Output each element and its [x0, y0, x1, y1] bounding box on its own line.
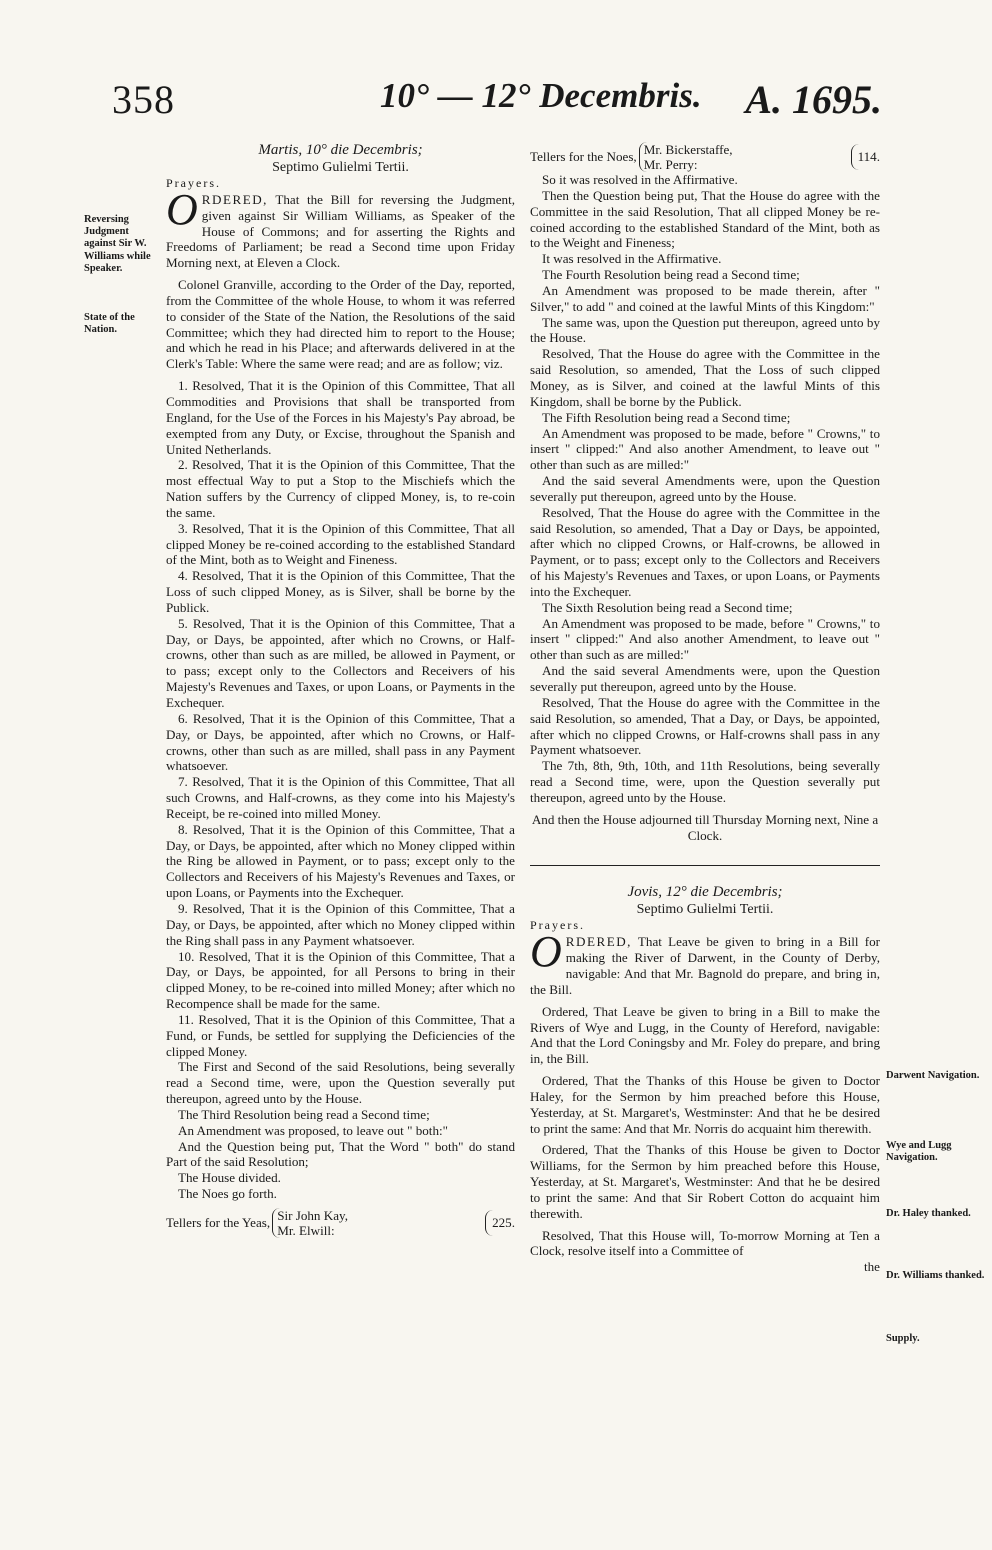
drop-cap: O [166, 184, 198, 234]
header-date: 10° — 12° Decembris. [380, 76, 702, 115]
ordered-word-2: RDERED, [565, 934, 632, 950]
continuation-1: So it was resolved in the Affirmative. [542, 172, 738, 187]
teller-noe-2: Mr. Perry: [643, 157, 698, 172]
resolution-1: 1. Resolved, That it is the Opinion of this Committee, That all Commodities and Provisions that shall be transported from England, for the Use of the Forces in his Majesty's Pay abroad, be exempted from any Duty, or Excise, throughout the Spanish and United Netherlands. [166, 378, 515, 457]
continuation-12: The Sixth Resolution being read a Second time; [542, 599, 793, 615]
page-number: 358 [112, 77, 175, 122]
margin-note-williams: Dr. Williams thanked. [886, 1270, 985, 1281]
amendment-both: An Amendment was proposed, to leave out " both:" [178, 1122, 448, 1138]
order-darwent [530, 927, 880, 997]
continuation-2: Then the Question being put, That the House do agree with the Committee in the said Resolution, That all clipped Money be re-coined according to the established Standard of the Mint, both as to the Weight and Fineness; [530, 187, 880, 251]
tellers-noes [530, 142, 880, 172]
header-year: A. 1695. [745, 77, 882, 122]
tellers-yeas-names [272, 1208, 348, 1238]
resolution-7: 7. Resolved, That it is the Opinion of this Committee, That all such Crowns, and Half-crowns, as they come into his Majesty's Receipt, be re-coined into milled Money. [166, 774, 515, 821]
running-head [112, 76, 882, 124]
tellers-noes-label: Tellers for the Noes, [530, 149, 637, 165]
continuation-15: Resolved, That the House do agree with the Committee in the said Resolution, so amended, That a Day, or Days, be appointed, after which no clipped Crowns, or Half-crowns shall pass in any Payment whatsoever. [530, 694, 880, 758]
noes-count: 114. [851, 144, 880, 170]
catchword: the [864, 1259, 880, 1275]
question-both: And the Question being put, That the Word " both" do stand Part of the said Resolution; [166, 1138, 515, 1170]
prayers2-label: Prayers. [530, 918, 585, 933]
resolution-11: 11. Resolved, That it is the Opinion of this Committee, That a Fund, or Funds, be settled for supplying the Deficiencies of the clipped Money. [166, 1011, 515, 1059]
first-second-agreed: The First and Second of the said Resolutions, being severally read a Second time, were, upon the Question severally put thereupon, agreed unto by the House. [166, 1059, 515, 1107]
session-reign: Septimo Gulielmi Tertii. [272, 160, 409, 175]
continuation-11: Resolved, That the House do agree with the Committee in the said Resolution, so amended, That a Day or Days, be appointed, after which no clipped Crowns, or Half-crowns, be allowed in Payment, or to pass; except only to the Collectors and Receivers of his Majesty's Revenues and Taxes, or upon Loans, or Payments into the Exchequer. [530, 504, 880, 599]
resolution-8: 8. Resolved, That it is the Opinion of this Committee, That a Day, or Days, be appointed, after which no Money clipped within the Ring be allowed in Payment, or to pass; except only to the Collectors and Receivers of his Majesty's Revenues and Taxes, or upon Loans, or Payments into the Exchequer. [166, 821, 515, 901]
continuation-3: It was resolved in the Affirmative. [542, 251, 722, 267]
session2-reign: Septimo Gulielmi Tertii. [636, 902, 774, 918]
tellers-noes-names [639, 142, 733, 172]
session-day: Martis, 10° die Decembris; [258, 142, 423, 158]
continuation-7: Resolved, That the House do agree with the Committee in the said Resolution, so amended, That the Loss of such clipped Money, as is Silver, and coined at the lawful Mints of this Kingdom, shall be borne by the Publick. [530, 346, 880, 409]
session2-day: Jovis, 12° die Decembris; [627, 884, 783, 901]
yeas-count: 225. [485, 1210, 515, 1236]
resolved-supply: Resolved, That this House will, To-morrow Morning at Ten a Clock, resolve itself into a Committee of [530, 1227, 880, 1259]
teller-yea-1: Sir John Kay, [277, 1208, 348, 1223]
resolution-2: 2. Resolved, That it is the Opinion of this Committee, That the most effectual Way to put a Stop to the Mischiefs which the Nation suffers by the Currency of clipped Money, is, to re-coin the same. [166, 457, 515, 520]
resolution-6: 6. Resolved, That it is the Opinion of this Committee, That a Day, or Days, be appointed, after which no Crowns, or Half-crowns, other than such as are milled, shall pass in any Payment whatsoever. [166, 710, 515, 774]
continuation-8: The Fifth Resolution being read a Second time; [542, 409, 791, 425]
session-heading-tuesday [166, 142, 515, 176]
continuation-9: An Amendment was proposed to be made, before " Crowns," to insert " clipped:" And also another Amendment, to leave out " other than such as are milled:" [530, 425, 880, 473]
margin-note-wye: Wye and Lugg Navigation. [886, 1140, 952, 1164]
margin-note-supply: Supply. [886, 1333, 920, 1344]
session-divider [530, 865, 880, 866]
resolution-4: 4. Resolved, That it is the Opinion of this Committee, That the Loss of such clipped Money, as is Silver, shall be borne by the Publick. [166, 568, 515, 615]
margin-note-reversing: Reversing Judgment against Sir W. Williams while Speaker. [84, 214, 151, 274]
order-text: That the Bill for reversing the Judgment, given against Sir William Williams, as Speaker of the House of Commons; and for asserting the Rights and Freedoms of Parliament; be read a Second time upon Friday Morning next, at Eleven a Clock. [166, 191, 515, 271]
margin-note-state: State of the Nation. [84, 312, 135, 336]
resolution-5: 5. Resolved, That it is the Opinion of this Committee, That a Day, or Days, be appointed, after which no Crowns, or Half-crowns, other than such as are milled, be allowed in Payment, or to pass; except only to the Collectors and Receivers of his Majesty's Revenues and Taxes, or upon Loans, or Payments in the Exchequer. [166, 615, 515, 710]
committee-report: Colonel Granville, according to the Order of the Day, reported, from the Committee of the whole House, to whom it was referred to consider of the State of the Nation, the Resolutions of the said Committee; which they had directed him to report to the House; and which he read in his Place; and afterwards delivered in at the Clerk's Table: Where the same were read; and are as follow; viz. [166, 277, 515, 372]
continuation-10: And the said several Amendments were, upon the Question severally put thereupon, agreed unto by the House. [530, 473, 880, 504]
continuation-13: An Amendment was proposed to be made, before " Crowns," to insert " clipped:" And also another Amendment, to leave out " other than such as are milled:" [530, 615, 880, 663]
house-divided: The House divided. [178, 1170, 281, 1186]
order-wye-lugg: Ordered, That Leave be given to bring in a Bill to make the Rivers of Wye and Lugg, in the County of Hereford, navigable: And that the Lord Coningsby and Mr. Foley do prepare, and bring in, the Bill. [530, 1003, 880, 1067]
continuation-5: An Amendment was proposed to be made therein, after " Silver," to add " and coined at the lawful Mints of this Kingdom:" [530, 282, 880, 314]
order-williams: Ordered, That the Thanks of this House be given to Doctor Williams, for the Sermon by him preached before this House, Yesterday, at St. Margaret's, Westminster: And that he be desired to print the same: And that Sir Robert Cotton do acquaint him therewith. [530, 1142, 880, 1221]
resolution-9: 9. Resolved, That it is the Opinion of this Committee, That a Day, or Days, be appointed, after which no Money clipped within the Ring shall pass in any Payment whatsoever. [166, 900, 515, 948]
continuation-14: And the said several Amendments were, upon the Question severally put thereupon, agreed unto by the House. [530, 663, 880, 694]
margin-note-haley: Dr. Haley thanked. [886, 1208, 971, 1219]
tellers-yeas-label: Tellers for the Yeas, [166, 1215, 271, 1231]
drop-cap-2: O [530, 927, 562, 977]
teller-noe-1: Mr. Bickerstaffe, [643, 142, 733, 157]
continuation-6: The same was, upon the Question put thereupon, agreed unto by the House. [530, 314, 880, 346]
resolution-10: 10. Resolved, That it is the Opinion of this Committee, That a Day, or Days, be appointed, for all Persons to bring in their clipped Money, to be re-coined into milled Money; after which no Recompence shall be made for the same. [166, 948, 515, 1012]
tellers-yeas [166, 1208, 515, 1238]
prayers-label: Prayers. [166, 176, 221, 190]
right-column [530, 142, 880, 1275]
third-read: The Third Resolution being read a Second time; [178, 1106, 430, 1122]
margin-note-darwent: Darwent Navigation. [886, 1070, 980, 1081]
resolution-3: 3. Resolved, That it is the Opinion of this Committee, That all clipped Money be re-coined according to the established Standard of the Mint, both as to Weight and Fineness. [166, 520, 515, 568]
adjournment: And then the House adjourned till Thursday Morning next, Nine a Clock. [531, 811, 879, 843]
order-reversing-judgment [166, 184, 515, 271]
session-heading-thursday [530, 884, 880, 918]
order2-text: That Leave be given to bring in a Bill for making the River of Darwent, in the County of Derby, navigable: And that Mr. Bagnold do prepare, and bring in, the Bill. [530, 934, 880, 997]
ordered-word: RDERED, [201, 191, 268, 207]
order-haley: Ordered, That the Thanks of this House be given to Doctor Haley, for the Sermon by him preached before this House, Yesterday, at St. Margaret's, Westminster: And that he be desired to print the same: And that Mr. Norris do acquaint him therewith. [530, 1073, 880, 1136]
teller-yea-2: Mr. Elwill: [277, 1223, 335, 1238]
noes-go-forth: The Noes go forth. [178, 1186, 277, 1202]
continuation-16: The 7th, 8th, 9th, 10th, and 11th Resolutions, being severally read a Second time, were, upon the Question severally put thereupon, agreed unto by the House. [530, 758, 880, 805]
left-column [166, 142, 515, 1238]
continuation-4: The Fourth Resolution being read a Second time; [542, 267, 800, 283]
